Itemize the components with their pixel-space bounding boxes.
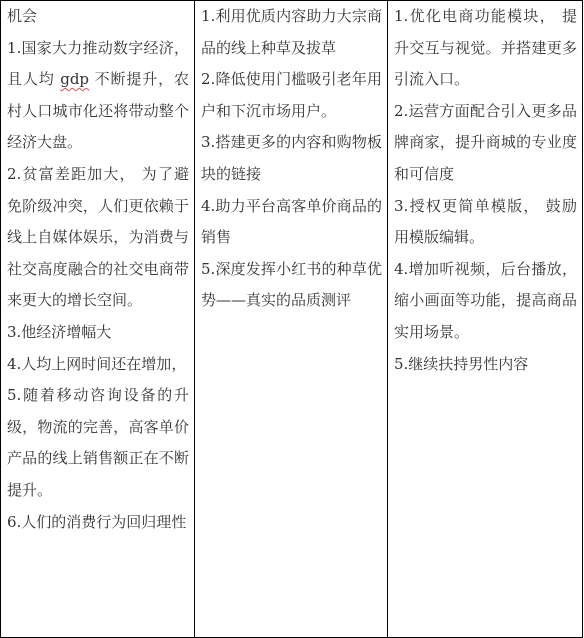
- list-item: [7, 33, 189, 159]
- list-item-text: 4.助力平台高客单价商品的销售: [201, 196, 382, 247]
- spellcheck-underlined-text: gdp: [60, 70, 90, 89]
- list-item-text: 4.增加听视频，后台播放，缩小画面等功能，提高商品实用场景。: [394, 259, 577, 341]
- list-item: [394, 349, 577, 381]
- cell-heading: 机会: [7, 7, 38, 25]
- list-item-text: 5.随着移动咨询设备的升级，物流的完善，高客单价产品的线上销售额正在不断提升。: [7, 386, 189, 499]
- list-item-text: 1.优化电商功能模块， 提升交互与视觉。并搭建更多引流入口。: [394, 7, 577, 89]
- list-item-text: 6.人们的消费行为回归理性: [7, 512, 187, 531]
- list-item-text: 5.深度发挥小红书的种草优势——真实的品质测评: [201, 259, 382, 310]
- list-item-text: 3.授权更简单模版， 鼓励用模版编辑。: [394, 196, 577, 247]
- list-item: [394, 96, 577, 191]
- wo-strategy-cell: [388, 1, 583, 638]
- opportunities-cell: [1, 1, 195, 638]
- list-item-text: 不断提升，农村人口城市化还将带动整个经济大盘。: [7, 70, 189, 152]
- list-item-text: 2.贫富差距加大， 为了避免阶级冲突，人们更依赖于线上自媒体娱乐，为消费与社交高度融合的社交电商带来更大的增长空间。: [7, 164, 189, 310]
- list-item: [201, 64, 382, 127]
- list-item: [201, 1, 382, 64]
- list-item-text: 5.继续扶持男性内容: [394, 354, 529, 373]
- table-row: [1, 1, 583, 638]
- list-item: [7, 159, 189, 317]
- so-strategy-cell: [195, 1, 388, 638]
- list-item-text: 2.降低使用门槛吸引老年用户和下沉市场用户。: [201, 70, 382, 120]
- list-item-text: 3.搭建更多的内容和购物板块的链接: [201, 133, 382, 183]
- list-item: [394, 254, 577, 349]
- list-item: [201, 254, 382, 317]
- list-item: [7, 349, 189, 381]
- list-item: [7, 380, 189, 506]
- list-item-text: 1.国家大力推动数字经济，且人均: [7, 38, 189, 89]
- list-item-text: 3.他经济增幅大: [7, 322, 112, 341]
- list-item: [394, 1, 577, 96]
- list-item: [7, 317, 189, 349]
- list-item: [7, 507, 189, 539]
- list-item: [201, 191, 382, 254]
- list-item: [201, 127, 382, 190]
- list-item-text: 1.利用优质内容助力大宗商品的线上种草及拔草: [201, 7, 382, 57]
- list-item: [394, 191, 577, 254]
- list-item-text: 4.人均上网时间还在增加，: [7, 354, 187, 373]
- list-item-text: 2.运营方面配合引入更多品牌商家，提升商城的专业度和可信度: [394, 101, 577, 183]
